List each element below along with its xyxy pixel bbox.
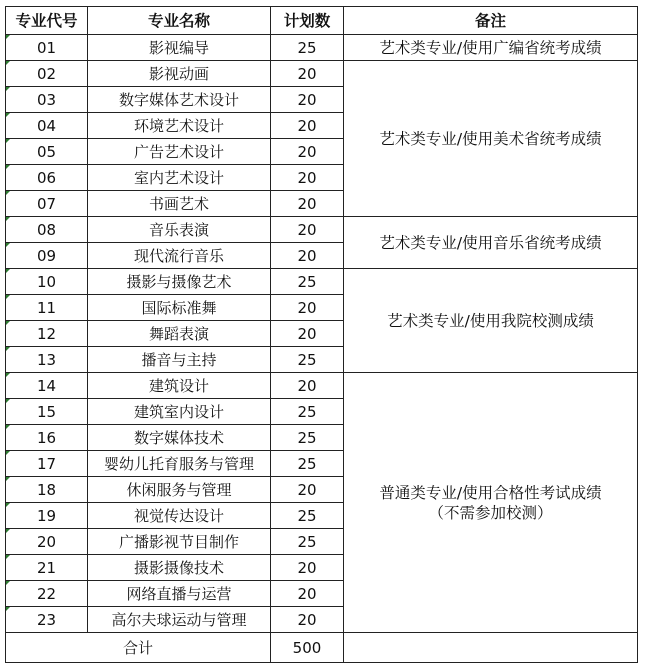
code-cell[interactable] [6, 503, 88, 529]
cell-comment-marker-icon [6, 321, 10, 325]
plan-cell[interactable]: 20 [271, 607, 344, 633]
cell-comment-marker-icon [6, 243, 10, 247]
name-cell[interactable]: 网络直播与运营 [88, 581, 271, 607]
cell-comment-marker-icon [6, 113, 10, 117]
code-text: 19 [36, 506, 57, 525]
plan-cell[interactable]: 20 [271, 321, 344, 347]
plan-cell[interactable]: 20 [271, 217, 344, 243]
cell-comment-marker-icon [6, 451, 10, 455]
note-cell[interactable]: 普通类专业/使用合格性考试成绩 （不需参加校测） [344, 373, 638, 633]
code-text: 10 [36, 272, 57, 291]
cell-comment-marker-icon [6, 191, 10, 195]
code-cell[interactable] [6, 113, 88, 139]
name-cell[interactable]: 室内艺术设计 [88, 165, 271, 191]
code-cell[interactable] [6, 451, 88, 477]
code-cell[interactable] [6, 477, 88, 503]
name-cell[interactable]: 建筑设计 [88, 373, 271, 399]
name-cell[interactable]: 摄影摄像技术 [88, 555, 271, 581]
header-name[interactable]: 专业名称 [88, 7, 271, 35]
cell-comment-marker-icon [6, 425, 10, 429]
cell-comment-marker-icon [6, 217, 10, 221]
code-text: 15 [36, 402, 57, 421]
code-cell[interactable] [6, 191, 88, 217]
code-cell[interactable] [6, 373, 88, 399]
code-cell[interactable] [6, 347, 88, 373]
cell-comment-marker-icon [6, 35, 10, 39]
code-cell[interactable] [6, 139, 88, 165]
code-text: 23 [36, 610, 57, 629]
name-cell[interactable]: 婴幼儿托育服务与管理 [88, 451, 271, 477]
total-plan[interactable]: 500 [271, 633, 344, 663]
name-cell[interactable]: 播音与主持 [88, 347, 271, 373]
table-row [6, 35, 638, 61]
code-text: 07 [36, 194, 57, 213]
cell-comment-marker-icon [6, 503, 10, 507]
name-cell[interactable]: 摄影与摄像艺术 [88, 269, 271, 295]
plan-cell[interactable]: 20 [271, 477, 344, 503]
name-cell[interactable]: 建筑室内设计 [88, 399, 271, 425]
name-cell[interactable]: 高尔夫球运动与管理 [88, 607, 271, 633]
plan-cell[interactable]: 20 [271, 165, 344, 191]
header-note[interactable]: 备注 [344, 7, 638, 35]
name-cell[interactable]: 环境艺术设计 [88, 113, 271, 139]
code-cell[interactable] [6, 165, 88, 191]
code-text: 09 [36, 246, 57, 265]
code-cell[interactable] [6, 295, 88, 321]
plan-cell[interactable]: 25 [271, 399, 344, 425]
cell-comment-marker-icon [6, 373, 10, 377]
code-text: 17 [36, 454, 57, 473]
code-cell[interactable] [6, 399, 88, 425]
plan-cell[interactable]: 25 [271, 451, 344, 477]
total-label[interactable]: 合计 [6, 633, 271, 663]
total-note[interactable] [344, 633, 638, 663]
note-cell[interactable]: 艺术类专业/使用美术省统考成绩 [344, 61, 638, 217]
cell-comment-marker-icon [6, 581, 10, 585]
cell-comment-marker-icon [6, 607, 10, 611]
name-cell[interactable]: 书画艺术 [88, 191, 271, 217]
name-cell[interactable]: 影视编导 [88, 35, 271, 61]
code-text: 06 [36, 168, 57, 187]
name-cell[interactable]: 广播影视节目制作 [88, 529, 271, 555]
total-row [6, 633, 638, 663]
header-code[interactable]: 专业代号 [6, 7, 88, 35]
plan-cell[interactable]: 25 [271, 529, 344, 555]
plan-cell[interactable]: 20 [271, 555, 344, 581]
code-text: 05 [36, 142, 57, 161]
code-text: 18 [36, 480, 57, 499]
cell-comment-marker-icon [6, 555, 10, 559]
name-cell[interactable]: 音乐表演 [88, 217, 271, 243]
code-text: 11 [36, 298, 57, 317]
note-cell[interactable]: 艺术类专业/使用广编省统考成绩 [344, 35, 638, 61]
cell-comment-marker-icon [6, 87, 10, 91]
plan-cell[interactable]: 20 [271, 87, 344, 113]
code-text: 16 [36, 428, 57, 447]
name-cell[interactable]: 视觉传达设计 [88, 503, 271, 529]
code-text: 21 [36, 558, 57, 577]
name-cell[interactable]: 数字媒体艺术设计 [88, 87, 271, 113]
name-cell[interactable]: 广告艺术设计 [88, 139, 271, 165]
plan-cell[interactable]: 25 [271, 347, 344, 373]
cell-comment-marker-icon [6, 165, 10, 169]
cell-comment-marker-icon [6, 477, 10, 481]
cell-comment-marker-icon [6, 295, 10, 299]
code-cell[interactable] [6, 243, 88, 269]
name-cell[interactable]: 数字媒体技术 [88, 425, 271, 451]
code-text: 01 [36, 38, 57, 57]
code-text: 13 [36, 350, 57, 369]
code-text: 22 [36, 584, 57, 603]
code-text: 04 [36, 116, 57, 135]
cell-comment-marker-icon [6, 139, 10, 143]
cell-comment-marker-icon [6, 347, 10, 351]
plan-cell[interactable]: 25 [271, 35, 344, 61]
code-text: 08 [36, 220, 57, 239]
table-row [6, 61, 638, 87]
code-text: 03 [36, 90, 57, 109]
plan-cell[interactable]: 20 [271, 295, 344, 321]
cell-comment-marker-icon [6, 269, 10, 273]
name-cell[interactable]: 休闲服务与管理 [88, 477, 271, 503]
name-cell[interactable]: 国际标准舞 [88, 295, 271, 321]
plan-cell[interactable]: 20 [271, 581, 344, 607]
code-cell[interactable] [6, 529, 88, 555]
code-text: 02 [36, 64, 57, 83]
code-text: 14 [36, 376, 57, 395]
cell-comment-marker-icon [6, 529, 10, 533]
plan-cell[interactable]: 20 [271, 191, 344, 217]
note-cell[interactable]: 艺术类专业/使用音乐省统考成绩 [344, 217, 638, 269]
name-cell[interactable]: 舞蹈表演 [88, 321, 271, 347]
code-cell[interactable] [6, 321, 88, 347]
note-cell[interactable]: 艺术类专业/使用我院校测成绩 [344, 269, 638, 373]
plan-cell[interactable]: 20 [271, 373, 344, 399]
code-cell[interactable] [6, 87, 88, 113]
plan-cell[interactable]: 25 [271, 425, 344, 451]
code-cell[interactable] [6, 61, 88, 87]
name-cell[interactable]: 现代流行音乐 [88, 243, 271, 269]
header-row [6, 7, 638, 35]
table-row [6, 269, 638, 295]
plan-cell[interactable]: 20 [271, 113, 344, 139]
code-cell[interactable] [6, 555, 88, 581]
header-plan[interactable]: 计划数 [271, 7, 344, 35]
code-cell[interactable] [6, 269, 88, 295]
table-body [6, 35, 638, 633]
plan-cell[interactable]: 20 [271, 139, 344, 165]
cell-comment-marker-icon [6, 399, 10, 403]
table-row [6, 217, 638, 243]
code-cell[interactable] [6, 217, 88, 243]
code-cell[interactable] [6, 35, 88, 61]
code-cell[interactable] [6, 425, 88, 451]
code-cell[interactable] [6, 581, 88, 607]
name-cell[interactable]: 影视动画 [88, 61, 271, 87]
majors-table [5, 6, 638, 663]
plan-cell[interactable]: 25 [271, 503, 344, 529]
plan-cell[interactable]: 25 [271, 269, 344, 295]
table-row [6, 373, 638, 399]
plan-cell[interactable]: 20 [271, 243, 344, 269]
code-text: 12 [36, 324, 57, 343]
code-text: 20 [36, 532, 57, 551]
cell-comment-marker-icon [6, 61, 10, 65]
code-cell[interactable] [6, 607, 88, 633]
plan-cell[interactable]: 20 [271, 61, 344, 87]
